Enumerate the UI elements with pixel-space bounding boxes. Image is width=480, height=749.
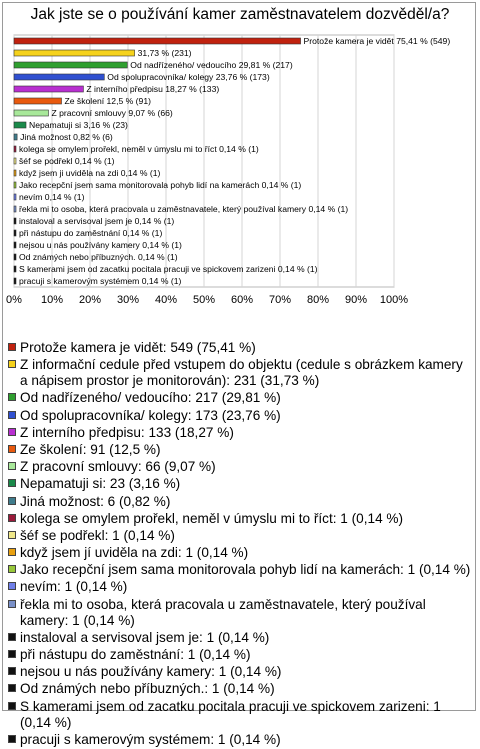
legend-item bbox=[6, 562, 472, 578]
x-tick-label: 30% bbox=[116, 294, 140, 306]
legend-label: nejsou u nás používány kamery: 1 (0,14 %) bbox=[20, 664, 282, 680]
bar-label: Protože kamera je vidět 75,41 % (549) bbox=[303, 36, 451, 46]
legend-swatch bbox=[8, 393, 16, 401]
legend-label: pracuji s kamerovým systémem: 1 (0,14 %) bbox=[20, 731, 281, 747]
chart-title: Jak jste se o používání kamer zaměstnavatelem dozvěděl/a? bbox=[30, 6, 450, 23]
legend-swatch bbox=[8, 531, 16, 539]
legend-swatch bbox=[8, 600, 16, 608]
legend-swatch bbox=[8, 633, 16, 641]
legend-item bbox=[6, 459, 472, 475]
legend-label: když jsem jí uviděla na zdi: 1 (0,14 %) bbox=[20, 545, 249, 561]
legend-swatch bbox=[8, 684, 16, 692]
bar-label: Od spolupracovníka/ kolegy 23,76 % (173) bbox=[107, 72, 270, 82]
legend-label: kolega se omylem prořekl, neměl v úmyslu mi to říct: 1 (0,14 %) bbox=[20, 510, 404, 526]
legend-swatch bbox=[8, 343, 16, 351]
legend-swatch bbox=[8, 514, 16, 522]
bar-label: Od nadřízeného/ vedoucího 29,81 % (217) bbox=[130, 60, 293, 70]
x-tick-label: 50% bbox=[192, 294, 216, 306]
bar-label: Od známých nebo příbuzných. 0,14 % (1) bbox=[19, 252, 178, 262]
legend-label: Nepamatuji si: 23 (3,16 %) bbox=[20, 476, 181, 492]
legend-swatch bbox=[8, 360, 16, 368]
legend-item bbox=[6, 681, 472, 697]
legend-label: při nástupu do zaměstnání: 1 (0,14 %) bbox=[20, 647, 251, 662]
bar-label: S kamerami jsem od zacatku pocitala pracuji ve spickovem zarizeni 0,14 % (1) bbox=[19, 264, 318, 274]
bar bbox=[14, 50, 135, 56]
legend-swatch bbox=[8, 445, 16, 453]
legend-item bbox=[6, 442, 472, 458]
legend-label: Z informační cedule před vstupem do objektu (cedule s obrázkem kamery a nápisem prostor je monitorován): 231 (31,73 %) bbox=[20, 357, 463, 389]
legend-item bbox=[6, 494, 472, 510]
legend-item bbox=[6, 408, 472, 424]
legend-label: instaloval a servisoval jsem je: 1 (0,14 %) bbox=[20, 629, 270, 645]
legend-swatch bbox=[8, 479, 16, 487]
bar-label: Z interního předpisu 18,27 % (133) bbox=[86, 84, 220, 94]
bar bbox=[14, 266, 16, 272]
x-tick-label: 40% bbox=[154, 294, 178, 306]
legend-item bbox=[6, 340, 472, 356]
bar-label: šéf se podřekl 0,14 % (1) bbox=[19, 156, 115, 166]
legend-label: Od spolupracovníka/ kolegy: 173 (23,76 %) bbox=[20, 407, 281, 423]
legend-item bbox=[6, 630, 472, 646]
legend-swatch bbox=[8, 667, 16, 675]
legend-swatch bbox=[8, 497, 16, 505]
legend-swatch bbox=[8, 735, 16, 743]
legend-label: Od známých nebo příbuzných.: 1 (0,14 %) bbox=[20, 681, 275, 697]
legend-label: Ze školení: 91 (12,5 %) bbox=[20, 441, 161, 457]
bar-label: řekla mi to osoba, která pracovala u zaměstnavatele, který používal kamery 0,14 % (1) bbox=[19, 204, 349, 214]
bar-label: pracuji s kamerovým systémem 0,14 % (1) bbox=[19, 276, 182, 286]
legend-item bbox=[6, 425, 472, 441]
bar bbox=[14, 134, 17, 140]
legend-label: šéf se podřekl: 1 (0,14 %) bbox=[20, 527, 175, 543]
legend-label: řekla mi to osoba, která pracovala u zaměstnavatele, který používal kamery: 1 (0,14 %) bbox=[20, 596, 426, 628]
legend-swatch bbox=[8, 565, 16, 573]
bar-label: Jiná možnost 0,82 % (6) bbox=[20, 132, 113, 142]
legend-item bbox=[6, 664, 472, 680]
legend-item bbox=[6, 357, 472, 389]
chart-legend bbox=[6, 340, 472, 749]
x-tick-label: 60% bbox=[230, 294, 254, 306]
legend-item bbox=[6, 511, 472, 527]
bar-label: Jako recepční jsem sama monitorovala pohyb lidí na kamerách 0,14 % (1) bbox=[19, 180, 302, 190]
bar bbox=[14, 182, 16, 188]
bar bbox=[14, 170, 16, 176]
legend-label: Od nadřízeného/ vedoucího: 217 (29,81 %) bbox=[20, 390, 281, 406]
bar bbox=[14, 158, 16, 164]
legend-item bbox=[6, 647, 472, 663]
x-tick-label: 90% bbox=[344, 294, 368, 306]
legend-item bbox=[6, 732, 472, 748]
legend-swatch bbox=[8, 582, 16, 590]
bar bbox=[14, 218, 16, 224]
legend-label: Protože kamera je vidět: 549 (75,41 %) bbox=[20, 340, 256, 355]
bar-label: Z pracovní smlouvy 9,07 % (66) bbox=[51, 108, 173, 118]
legend-label: Z interního předpisu: 133 (18,27 %) bbox=[20, 424, 234, 440]
bar bbox=[14, 254, 16, 260]
legend-swatch bbox=[8, 702, 16, 710]
legend-swatch bbox=[8, 548, 16, 556]
legend-swatch bbox=[8, 428, 16, 436]
bar bbox=[14, 62, 127, 68]
legend-item bbox=[6, 579, 472, 595]
bar bbox=[14, 278, 16, 284]
legend-swatch bbox=[8, 411, 16, 419]
x-tick-label: 20% bbox=[78, 294, 102, 306]
bar bbox=[14, 98, 62, 104]
legend-swatch bbox=[8, 650, 16, 658]
x-tick-label: 80% bbox=[306, 294, 330, 306]
legend-swatch bbox=[8, 462, 16, 470]
legend-label: Jiná možnost: 6 (0,82 %) bbox=[20, 493, 171, 509]
bar bbox=[14, 86, 83, 92]
bar bbox=[14, 242, 16, 248]
legend-label: S kamerami jsem od zacatku pocitala pracuji ve spickovem zarizeni: 1 (0,14 %) bbox=[20, 698, 441, 730]
bar-label: instaloval a servisoval jsem je 0,14 % (1) bbox=[19, 216, 175, 226]
bar-label: při nástupu do zaměstnání 0,14 % (1) bbox=[19, 228, 163, 238]
legend-item bbox=[6, 528, 472, 544]
bar bbox=[14, 110, 48, 116]
x-tick-label: 10% bbox=[40, 294, 64, 306]
legend-label: Z pracovní smlouvy: 66 (9,07 %) bbox=[20, 459, 216, 475]
legend-label: nevím: 1 (0,14 %) bbox=[20, 579, 128, 595]
bar bbox=[14, 74, 104, 80]
bar bbox=[14, 230, 16, 236]
legend-item bbox=[6, 545, 472, 561]
bar bbox=[14, 206, 16, 212]
x-tick-label: 0% bbox=[6, 294, 22, 306]
bar bbox=[14, 122, 26, 128]
bar bbox=[14, 194, 16, 200]
bar bbox=[14, 38, 301, 44]
legend-label: Jako recepční jsem sama monitorovala pohyb lidí na kamerách: 1 (0,14 %) bbox=[20, 562, 471, 578]
bar-chart bbox=[0, 0, 480, 340]
bar bbox=[14, 146, 16, 152]
bar-label: kolega se omylem prořekl, neměl v úmyslu mi to říct 0,14 % (1) bbox=[19, 144, 259, 154]
bar-label: 31,73 % (231) bbox=[137, 48, 192, 58]
bar-label: nejsou u nás používány kamery 0,14 % (1) bbox=[19, 240, 182, 250]
bar-label: Ze školení 12,5 % (91) bbox=[64, 96, 151, 106]
x-tick-label: 70% bbox=[268, 294, 292, 306]
bar-label: nevím 0,14 % (1) bbox=[19, 192, 85, 202]
bar-label: když jsem ji uviděla na zdi 0,14 % (1) bbox=[19, 168, 161, 178]
legend-item bbox=[6, 390, 472, 406]
bar-label: Nepamatuji si 3,16 % (23) bbox=[29, 120, 128, 130]
x-tick-label: 100% bbox=[379, 294, 409, 306]
legend-item bbox=[6, 597, 472, 629]
legend-item bbox=[6, 476, 472, 492]
